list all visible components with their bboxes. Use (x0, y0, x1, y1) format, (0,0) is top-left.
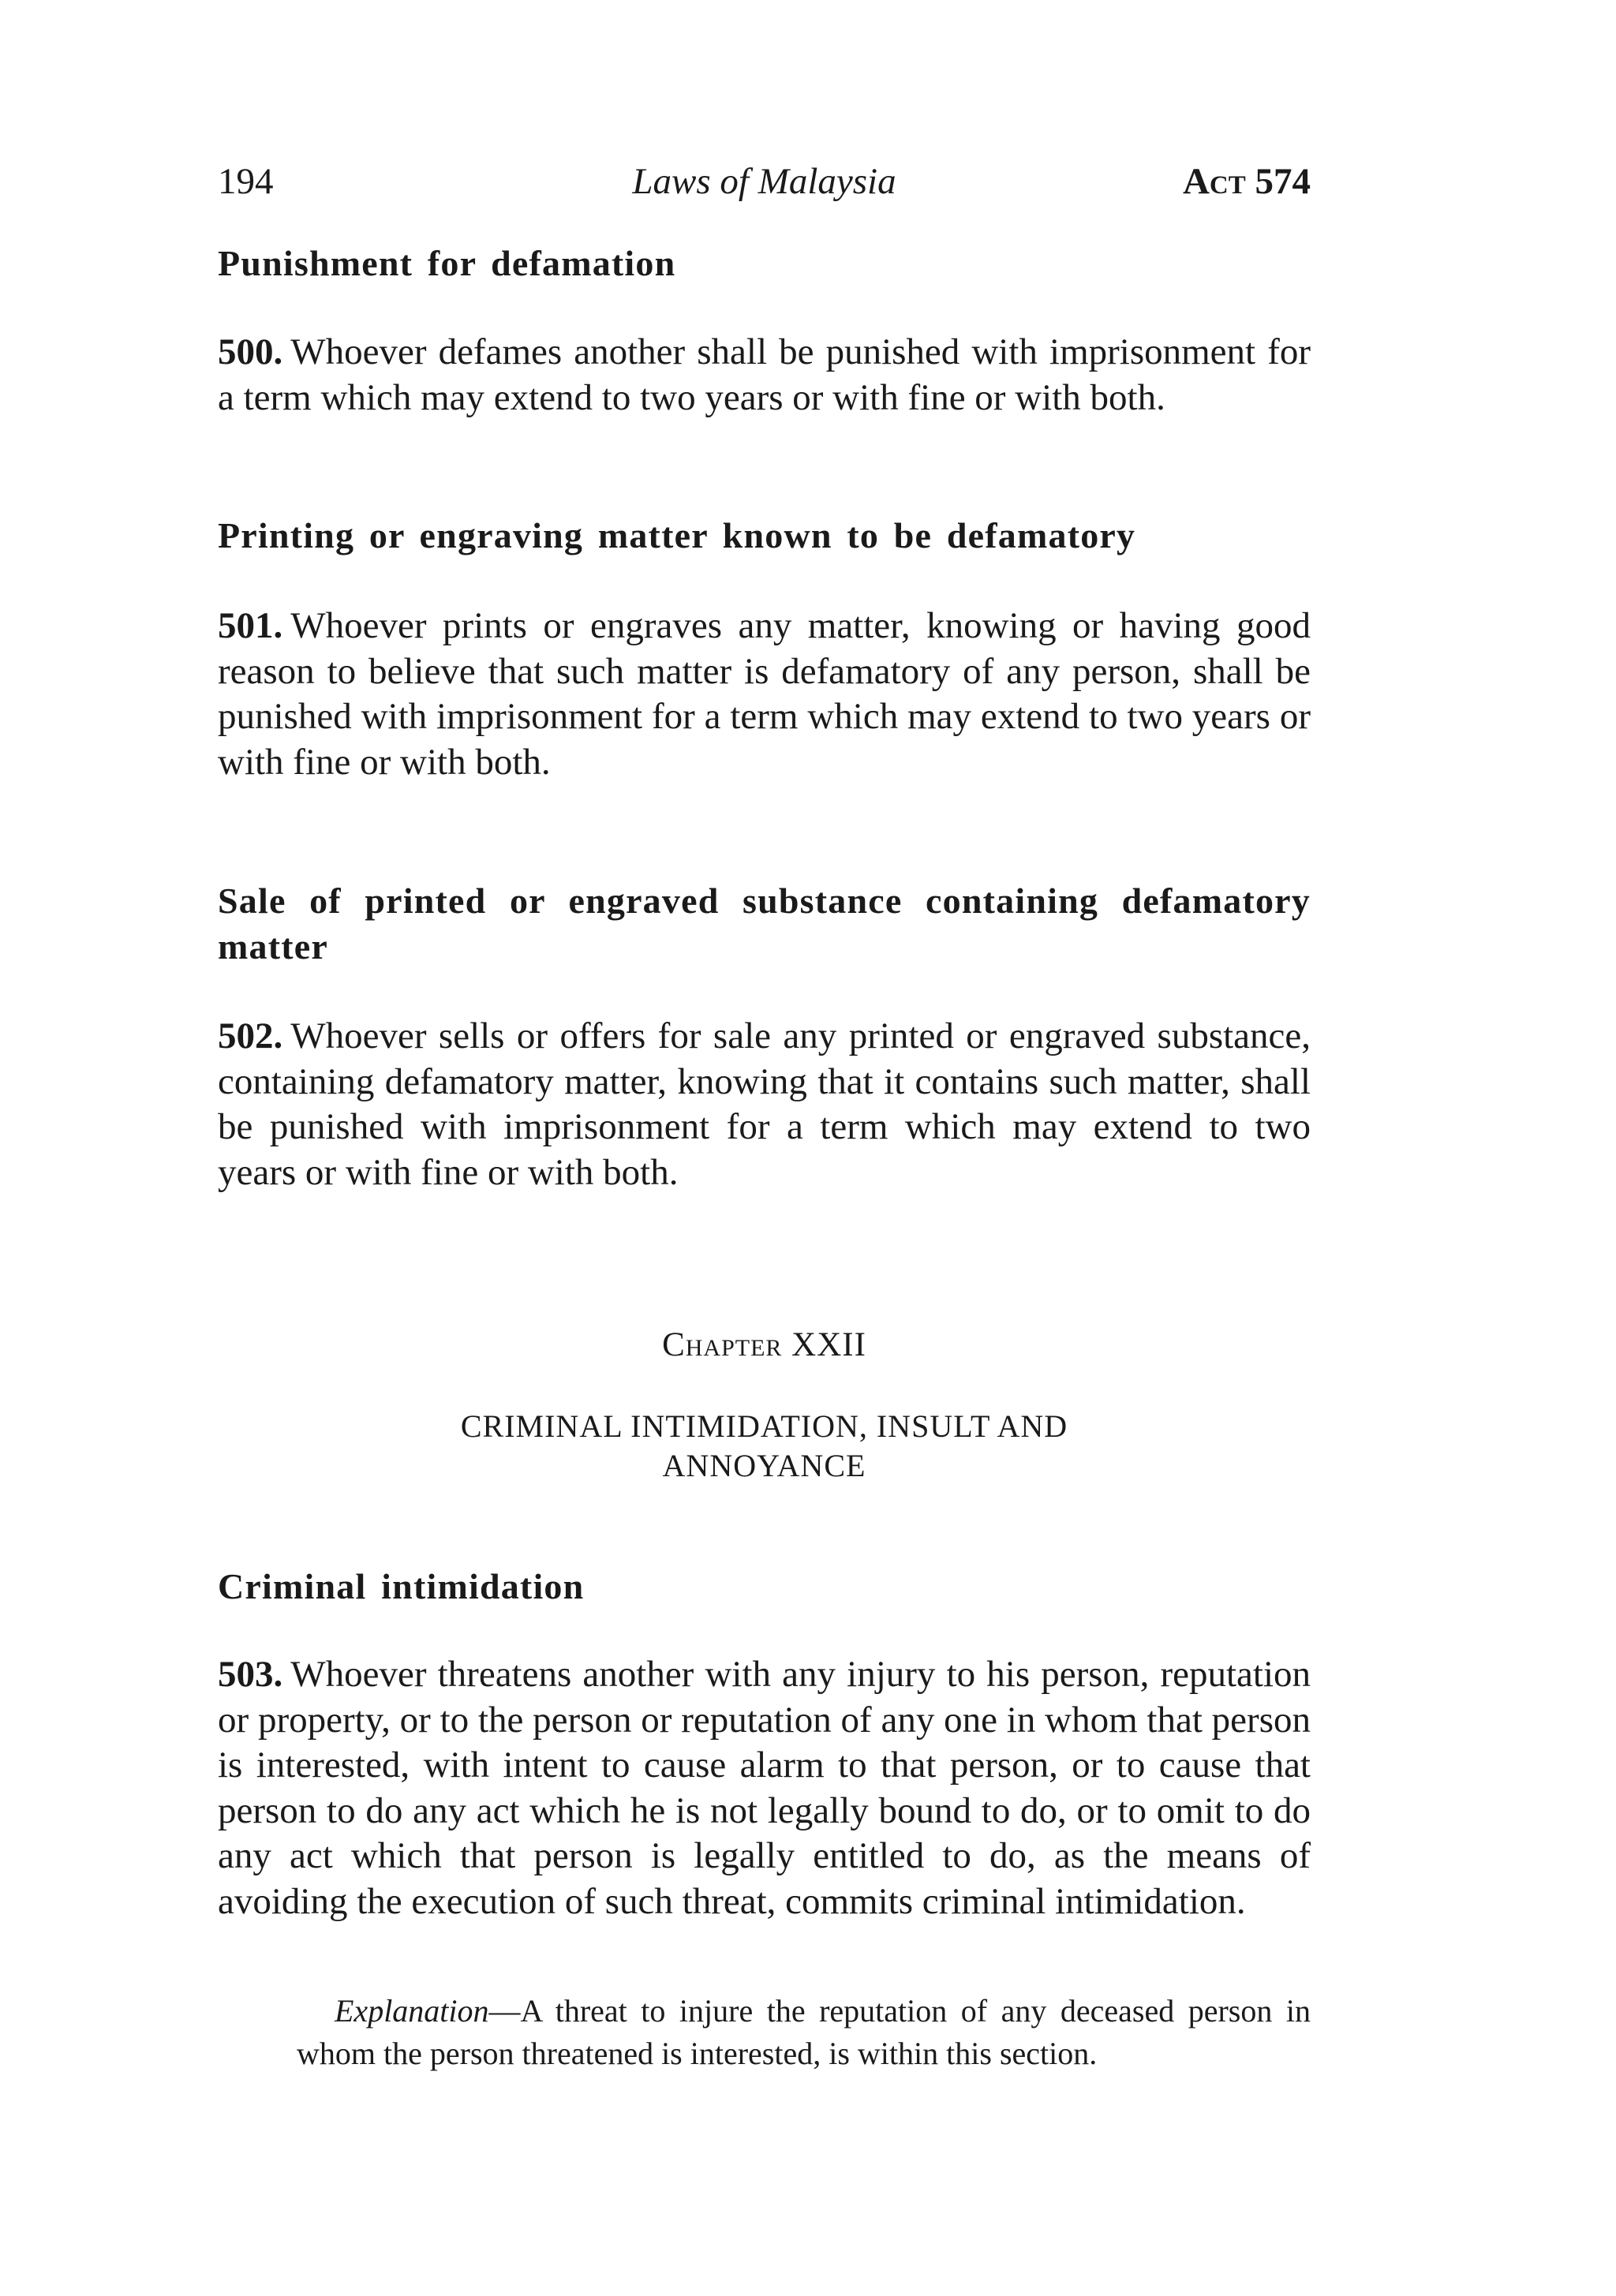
section-number: 503. (218, 1654, 283, 1695)
section-heading: Criminal intimidation (218, 1566, 585, 1606)
chapter-label: Chapter XXII (662, 1326, 866, 1363)
document-page (218, 0, 1311, 2296)
section-number: 500. (218, 331, 283, 372)
section-heading: Printing or engraving matter known to be defamatory (218, 515, 1136, 555)
chapter-title-line-2: ANNOYANCE (662, 1448, 866, 1483)
section-number: 502. (218, 1015, 283, 1056)
act-number: 574 (1255, 161, 1311, 202)
section-text: Whoever defames another shall be punished with imprisonment for a term which may extend to two years or with fine or with both. (218, 331, 1311, 418)
section-text: Whoever threatens another with any injury to his person, reputation or property, or to the person or reputation of any one in whom that person is interested, with intent to cause alarm to that person, or to cause that person to do any act which he is not legally bound to do, or to omit to do any act which that person is legally entitled to do, as the means of avoiding the execution of such threat, commits criminal intimidation. (218, 1654, 1311, 1922)
section-paragraph (218, 330, 1311, 421)
section-paragraph (218, 604, 1311, 785)
chapter-title-line-1: CRIMINAL INTIMIDATION, INSULT AND (460, 1408, 1068, 1444)
section-heading: Sale of printed or engraved substance containing defamatory matter (218, 881, 1311, 967)
running-header (218, 156, 1311, 207)
act-reference (1183, 156, 1311, 207)
explanation-note (297, 1990, 1311, 2075)
section-text: Whoever prints or engraves any matter, knowing or having good reason to believe that such matter is defamatory of any person, shall be punished with imprisonment for a term which may extend to two years or with fine or with both. (218, 605, 1311, 783)
explanation-dash: — (488, 1993, 521, 2029)
section-text: Whoever sells or offers for sale any printed or engraved substance, containing defamatory matter, knowing that it contains such matter, shall be punished with imprisonment for a term which may extend to two years or with fine or with both. (218, 1015, 1311, 1193)
explanation-label: Explanation (335, 1993, 489, 2029)
section-heading: Punishment for defamation (218, 243, 676, 283)
act-prefix: Act (1182, 161, 1246, 202)
section-number: 501. (218, 605, 283, 646)
page-number: 194 (218, 161, 274, 202)
section-paragraph (218, 1014, 1311, 1195)
book-title: Laws of Malaysia (632, 161, 896, 202)
section-paragraph (218, 1652, 1311, 1924)
explanation-text: A threat to injure the reputation of any deceased person in whom the person threatened is interested, is within this section. (297, 1993, 1311, 2071)
